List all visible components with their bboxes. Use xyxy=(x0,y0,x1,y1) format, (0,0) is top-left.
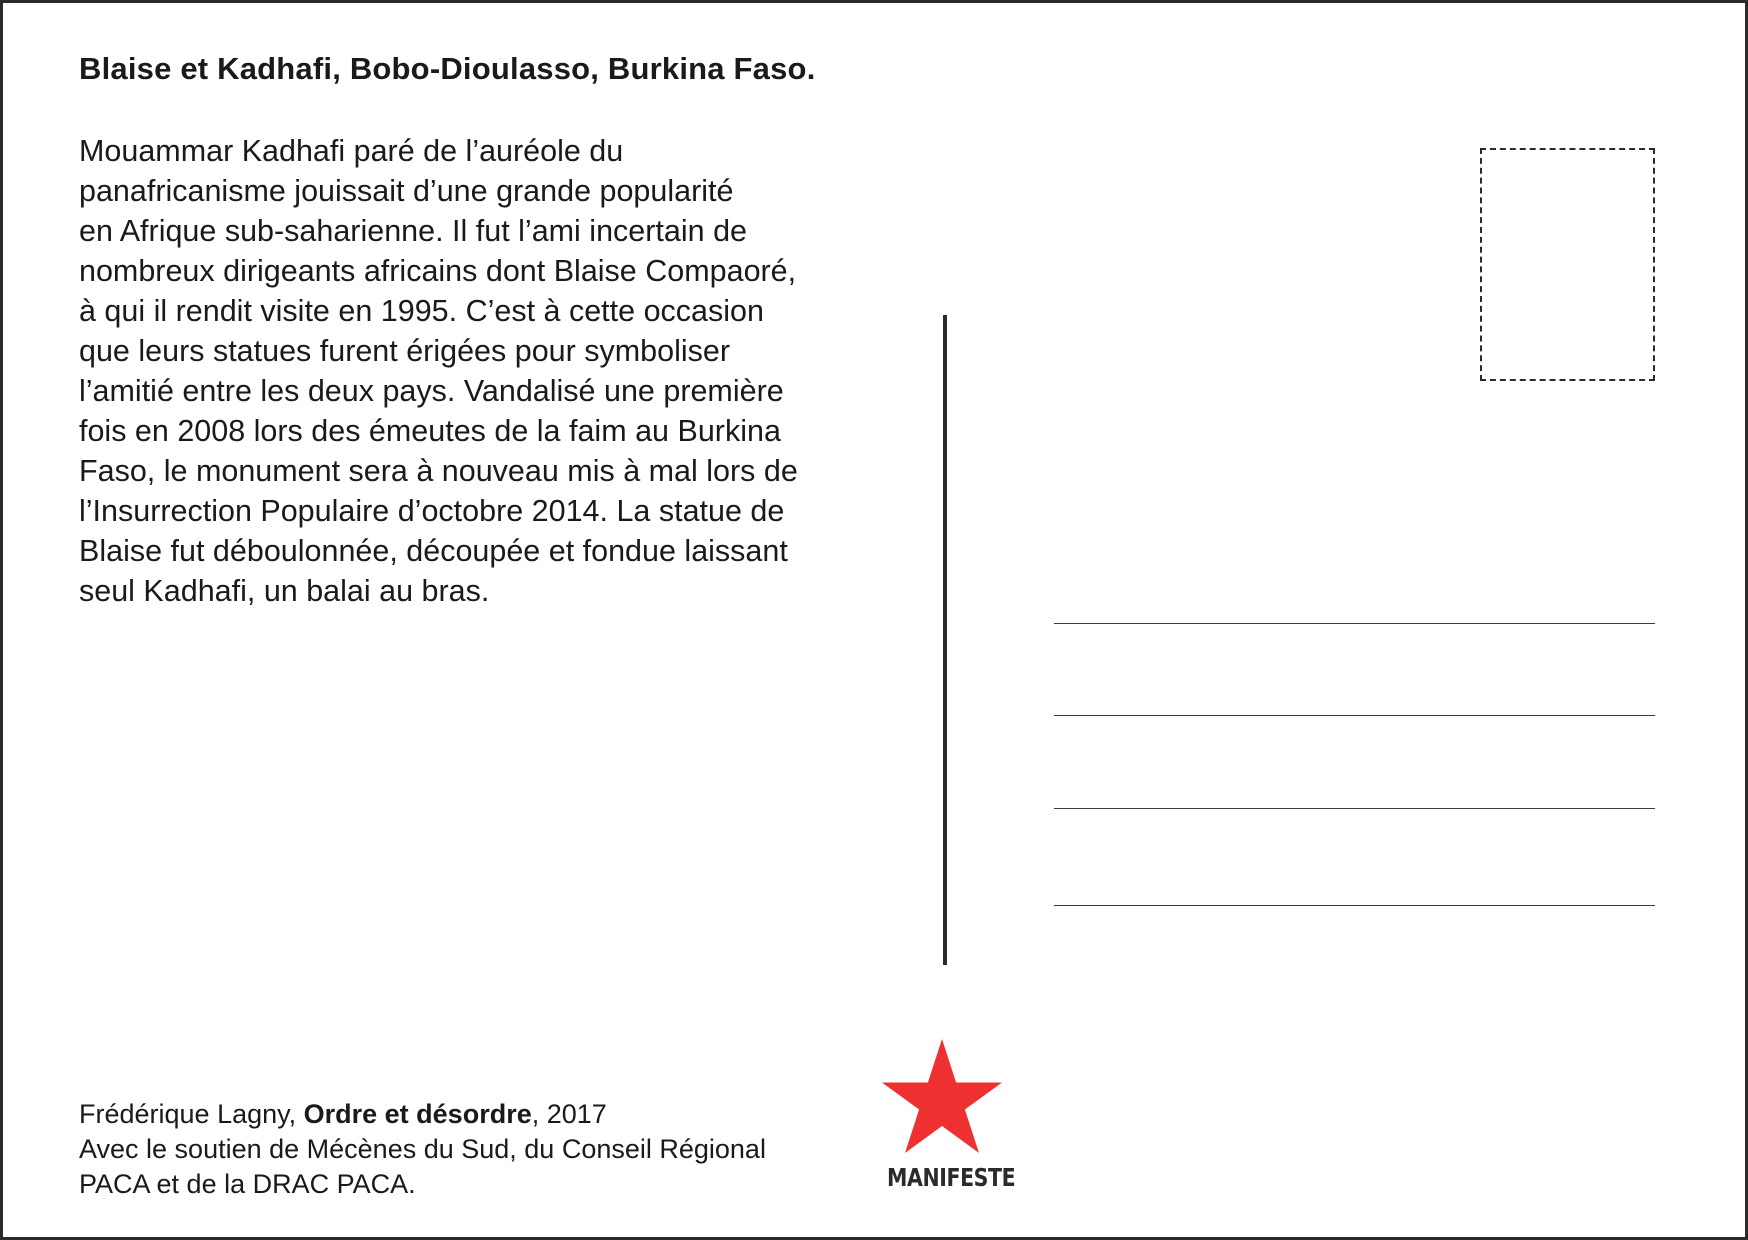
description-line: seul Kadhafi, un balai au bras. xyxy=(79,574,490,608)
star-icon xyxy=(878,1037,1006,1159)
description-line: que leurs statues furent érigées pour symboliser xyxy=(79,334,730,368)
work-year: , 2017 xyxy=(531,1099,607,1129)
description-line: l’amitié entre les deux pays. Vandalisé une première xyxy=(79,374,784,408)
description-text xyxy=(79,131,899,611)
center-divider xyxy=(943,315,947,965)
address-line xyxy=(1054,905,1655,906)
address-line xyxy=(1054,808,1655,809)
author-name: Frédérique Lagny, xyxy=(79,1099,304,1129)
description-line: l’Insurrection Populaire d’octobre 2014. La statue de xyxy=(79,494,785,528)
description-line: nombreux dirigeants africains dont Blaise Compaoré, xyxy=(79,254,797,288)
credit-line xyxy=(79,1097,766,1132)
manifeste-logo xyxy=(875,1037,1016,1192)
stamp-placeholder xyxy=(1480,148,1655,381)
address-line xyxy=(1054,715,1655,716)
card-title: Blaise et Kadhafi, Bobo-Dioulasso, Burkina Faso. xyxy=(79,51,816,86)
description-line: Faso, le monument sera à nouveau mis à mal lors de xyxy=(79,454,798,488)
work-title: Ordre et désordre xyxy=(303,1099,532,1129)
description-line: en Afrique sub-saharienne. Il fut l’ami incertain de xyxy=(79,214,747,248)
description-line: fois en 2008 lors des émeutes de la faim au Burkina xyxy=(79,414,781,448)
description-line: Mouammar Kadhafi paré de l’auréole du xyxy=(79,134,624,168)
description-line: Blaise fut déboulonnée, découpée et fondue laissant xyxy=(79,534,788,568)
description-line: à qui il rendit visite en 1995. C’est à cette occasion xyxy=(79,294,764,328)
credits xyxy=(79,1097,766,1202)
address-line xyxy=(1054,623,1655,624)
support-line: PACA et de la DRAC PACA. xyxy=(79,1169,416,1199)
logo-text: MANIFESTE xyxy=(887,1163,1016,1192)
support-line: Avec le soutien de Mécènes du Sud, du Conseil Régional xyxy=(79,1134,766,1164)
description-line: panafricanisme jouissait d’une grande popularité xyxy=(79,174,734,208)
